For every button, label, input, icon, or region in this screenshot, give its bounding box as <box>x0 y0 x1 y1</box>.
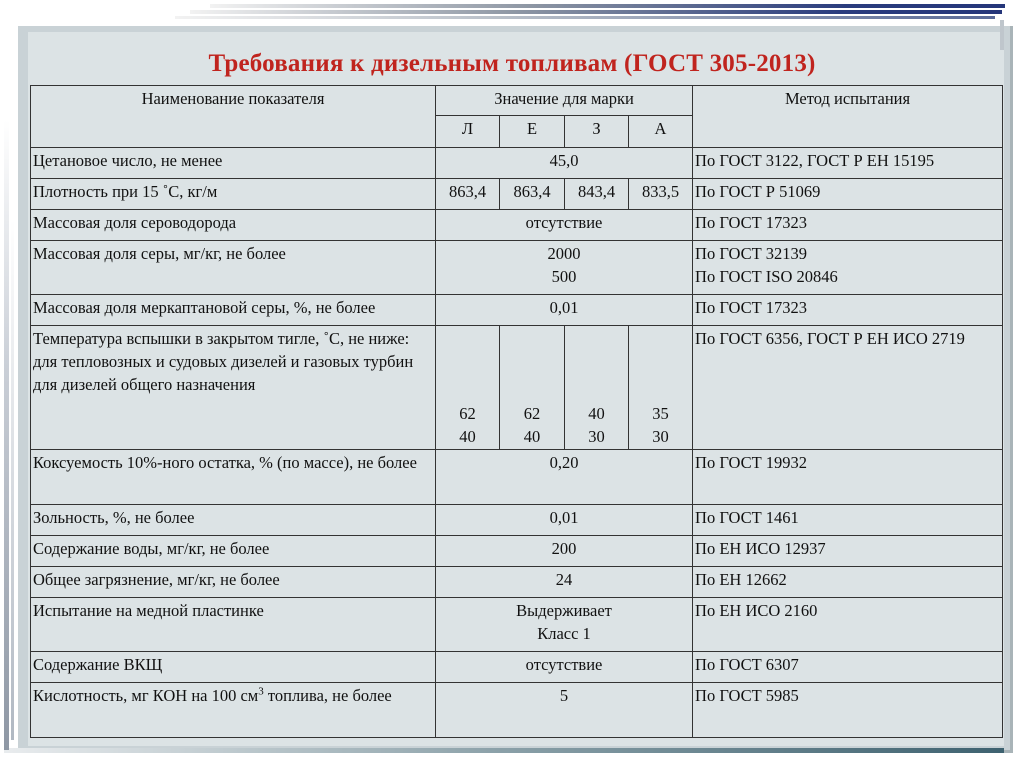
row-value-line: 40 <box>588 404 605 423</box>
grade-e: Е <box>500 116 565 148</box>
row-method: По ЕН ИСО 2160 <box>693 598 1003 652</box>
row-name: Зольность, %, не более <box>31 505 436 536</box>
table-row <box>31 683 1003 738</box>
table-row <box>31 295 1003 326</box>
grade-a: А <box>629 116 693 148</box>
row-method: По ГОСТ 17323 <box>693 295 1003 326</box>
row-value-line: 40 <box>459 427 476 446</box>
row-method: По ЕН ИСО 12937 <box>693 536 1003 567</box>
row-name-line: для тепловозных и судовых дизелей и газовых турбин <box>33 352 414 371</box>
decor-bar <box>190 10 1002 14</box>
table-row <box>31 148 1003 179</box>
row-value: 0,01 <box>436 505 693 536</box>
header-name: Наименование показателя <box>31 86 436 148</box>
row-value-line: 30 <box>652 427 669 446</box>
row-name: Массовая доля сероводорода <box>31 210 436 241</box>
row-value: 0,01 <box>436 295 693 326</box>
header-method: Метод испытания <box>693 86 1003 148</box>
table-row <box>31 326 1003 450</box>
row-method: По ГОСТ 5985 <box>693 683 1003 738</box>
row-method: По ГОСТ 17323 <box>693 210 1003 241</box>
row-name: Массовая доля серы, мг/кг, не более <box>31 241 436 295</box>
row-name-part: топлива, не более <box>263 686 392 705</box>
grade-l: Л <box>436 116 500 148</box>
table-row <box>31 652 1003 683</box>
table-row <box>31 450 1003 505</box>
row-method: По ГОСТ 6307 <box>693 652 1003 683</box>
decor-bar <box>1000 20 1004 50</box>
row-name <box>31 683 436 738</box>
row-name: Содержание воды, мг/кг, не более <box>31 536 436 567</box>
row-value: 833,5 <box>629 179 693 210</box>
row-name: Испытание на медной пластинке <box>31 598 436 652</box>
table-row <box>31 598 1003 652</box>
row-method: По ГОСТ 3122, ГОСТ Р ЕН 15195 <box>693 148 1003 179</box>
row-method: По ГОСТ 6356, ГОСТ Р ЕН ИСО 2719 <box>693 326 1003 450</box>
row-value-line: 40 <box>523 427 541 446</box>
row-value: 863,4 <box>436 179 500 210</box>
requirements-table <box>30 85 1003 738</box>
row-value-line: Выдерживает <box>516 601 612 620</box>
grade-z: З <box>565 116 629 148</box>
row-method: По ГОСТ 1461 <box>693 505 1003 536</box>
row-name: Цетановое число, не менее <box>31 148 436 179</box>
row-name: Плотность при 15 ˚С, кг/м <box>31 179 436 210</box>
row-value: 863,4 <box>500 179 565 210</box>
row-value: 843,4 <box>565 179 629 210</box>
row-value-line: 30 <box>588 427 605 446</box>
row-value-line: 35 <box>652 404 669 423</box>
header-value: Значение для марки <box>436 86 693 116</box>
row-method-line: По ГОСТ ISO 20846 <box>695 267 838 286</box>
row-method-line: По ГОСТ 32139 <box>695 244 808 263</box>
decor-bar <box>4 748 1004 753</box>
table-row <box>31 567 1003 598</box>
table-row <box>31 241 1003 295</box>
row-value: отсутствие <box>436 210 693 241</box>
row-value <box>436 598 693 652</box>
row-value-line: 62 <box>523 404 541 423</box>
row-method: По ЕН 12662 <box>693 567 1003 598</box>
row-value: 5 <box>436 683 693 738</box>
row-value: 24 <box>436 567 693 598</box>
row-value-line: 2000 <box>547 244 581 263</box>
row-value <box>500 326 565 450</box>
row-value <box>436 241 693 295</box>
table-row <box>31 179 1003 210</box>
page-title: Требования к дизельным топливам (ГОСТ 305-2013) <box>208 50 816 77</box>
row-value: отсутствие <box>436 652 693 683</box>
row-method <box>693 241 1003 295</box>
table-row <box>31 536 1003 567</box>
decor-bar <box>210 4 1005 8</box>
decor-bar <box>175 16 995 19</box>
table-row <box>31 505 1003 536</box>
decor-bar <box>4 120 9 750</box>
row-value-line: 500 <box>551 267 577 286</box>
row-name: Массовая доля меркаптановой серы, %, не более <box>31 295 436 326</box>
row-method: По ГОСТ 19932 <box>693 450 1003 505</box>
row-value <box>436 326 500 450</box>
row-value <box>565 326 629 450</box>
row-name: Коксуемость 10%-ного остатка, % (по массе), не более <box>31 450 436 505</box>
row-name: Общее загрязнение, мг/кг, не более <box>31 567 436 598</box>
table-header-row <box>31 86 1003 116</box>
row-value-line: 62 <box>459 404 476 423</box>
row-value-line: Класс 1 <box>537 624 591 643</box>
row-name-line: Температура вспышки в закрытом тигле, ˚С, не ниже: <box>33 329 410 348</box>
row-value: 0,20 <box>436 450 693 505</box>
decor-bar <box>11 220 14 740</box>
row-name: Содержание ВКЩ <box>31 652 436 683</box>
row-name <box>31 326 436 450</box>
row-name-superscript: 3 <box>258 685 264 698</box>
row-value: 200 <box>436 536 693 567</box>
row-name-part: Кислотность, мг КОН на 100 см <box>33 686 259 705</box>
table-row <box>31 210 1003 241</box>
row-value <box>629 326 693 450</box>
row-method: По ГОСТ Р 51069 <box>693 179 1003 210</box>
row-name-line: для дизелей общего назначения <box>33 375 256 394</box>
row-value: 45,0 <box>436 148 693 179</box>
